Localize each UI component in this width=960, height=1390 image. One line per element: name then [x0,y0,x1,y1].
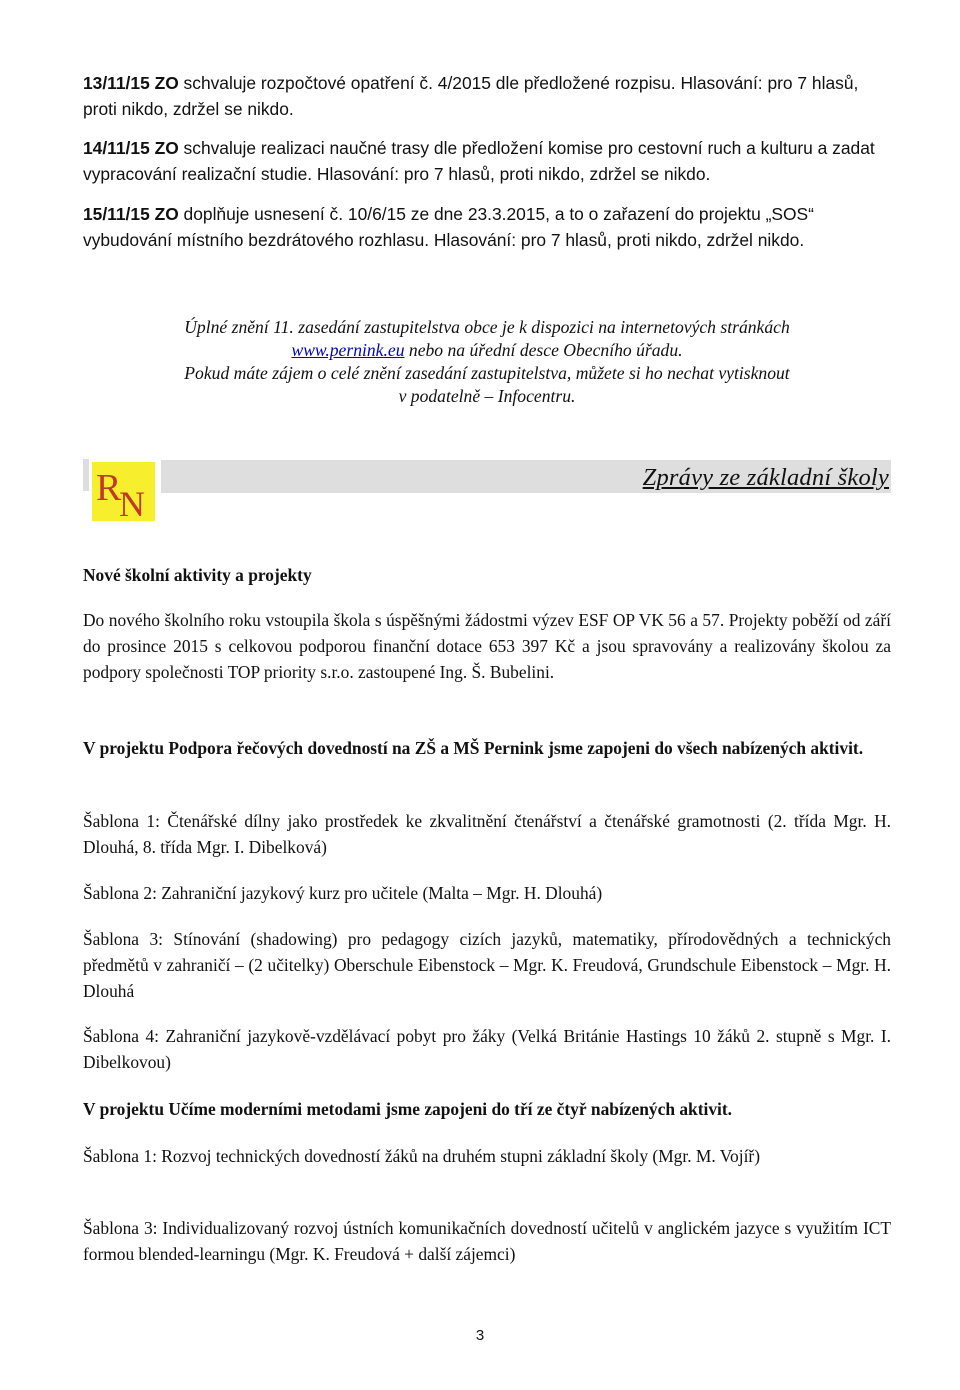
resolution-text: schvaluje realizaci naučné trasy dle předložení komise pro cestovní ruch a kulturu a zadat vypracování realizační studie. Hlasování: pro 7 hlasů, proti nikdo, zdržel se nikdo. [83,138,875,184]
resolution-number: 13/11/15 ZO [83,73,179,93]
resolution-text: schvaluje rozpočtové opatření č. 4/2015 dle předložené rozpisu. Hlasování: pro 7 hlasů, proti nikdo, zdržel se nikdo. [83,73,859,119]
project2-template-3: Šablona 3: Individualizovaný rozvoj ústních komunikačních dovedností učitelů v anglickém jazyce s využitím ICT formou blended-learningu (Mgr. K. Freudová + další zájemci) [83,1218,891,1264]
notice-line: v podatelně – Infocentru. [398,386,576,406]
article-heading: Nové školní aktivity a projekty [83,565,312,585]
notice-block [83,316,891,408]
project1-template-2: Šablona 2: Zahraniční jazykový kurz pro učitele (Malta – Mgr. H. Dlouhá) [83,883,603,903]
resolution-15 [83,201,891,253]
notice-line: Pokud máte zájem o celé znění zasedání zastupitelstva, můžete si ho nechat vytisknout [184,363,790,383]
resolution-number: 15/11/15 ZO [83,204,179,224]
banner-left-bar [83,459,89,491]
project1-heading: V projektu Podpora řečových dovedností na ZŠ a MŠ Pernink jsme zapojeni do všech nabízených aktivit. [83,738,864,758]
resolution-13 [83,70,891,122]
website-link[interactable]: www.pernink.eu [291,340,405,360]
project1-template-1: Šablona 1: Čtenářské dílny jako prostředek ke zkvalitnění čtenářství a čtenářské gramotnosti (2. třída Mgr. H. Dlouhá, 8. třída Mgr. I. Dibelková) [83,811,891,857]
notice-line [83,339,891,362]
project1-template-3: Šablona 3: Stínování (shadowing) pro pedagogy cizích jazyků, matematiky, přírodovědných a technických předmětů v zahraničí – (2 učitelky) Oberschule Eibenstock – Mgr. K. Freudová, Grundschule Eibenstock – Mgr. H. Dlouhá [83,929,891,1001]
project1-template-4: Šablona 4: Zahraniční jazykově-vzdělávací pobyt pro žáky (Velká Británie Hastings 10 žáků 2. stupně s Mgr. I. Dibelkovou) [83,1026,891,1072]
notice-line: Úplné znění 11. zasedání zastupitelstva obce je k dispozici na internetových stránkách [184,317,790,337]
notice-text: nebo na úřední desce Obecního úřadu. [404,340,683,360]
rn-logo-icon [92,462,155,521]
project2-template-1: Šablona 1: Rozvoj technických dovedností žáků na druhém stupni základní školy (Mgr. M. Vojíř) [83,1146,761,1166]
project2-heading: V projektu Učíme moderními metodami jsme zapojeni do tří ze čtyř nabízených aktivit. [83,1099,732,1119]
resolution-14 [83,135,891,187]
banner-title: Zprávy ze základní školy [642,464,889,491]
svg-text:N: N [119,484,145,521]
school-news-banner [83,459,891,523]
page-number: 3 [475,1327,485,1344]
svg-text:R: R [96,467,122,509]
resolution-number: 14/11/15 ZO [83,138,179,158]
article-intro: Do nového školního roku vstoupila škola s úspěšnými žádostmi výzev ESF OP VK 56 a 57. Projekty poběží od září do prosince 2015 s celkovou podporou finanční dotace 653 397 Kč a jsou spravovány a realizovány školou za podpory společnosti TOP priority s.r.o. zastoupené Ing. Š. Bubelini. [83,610,891,682]
resolution-text: doplňuje usnesení č. 10/6/15 ze dne 23.3.2015, a to o zařazení do projektu „SOS“ vybudování místního bezdrátového rozhlasu. Hlasování: pro 7 hlasů, proti nikdo, zdržel nikdo. [83,204,814,250]
